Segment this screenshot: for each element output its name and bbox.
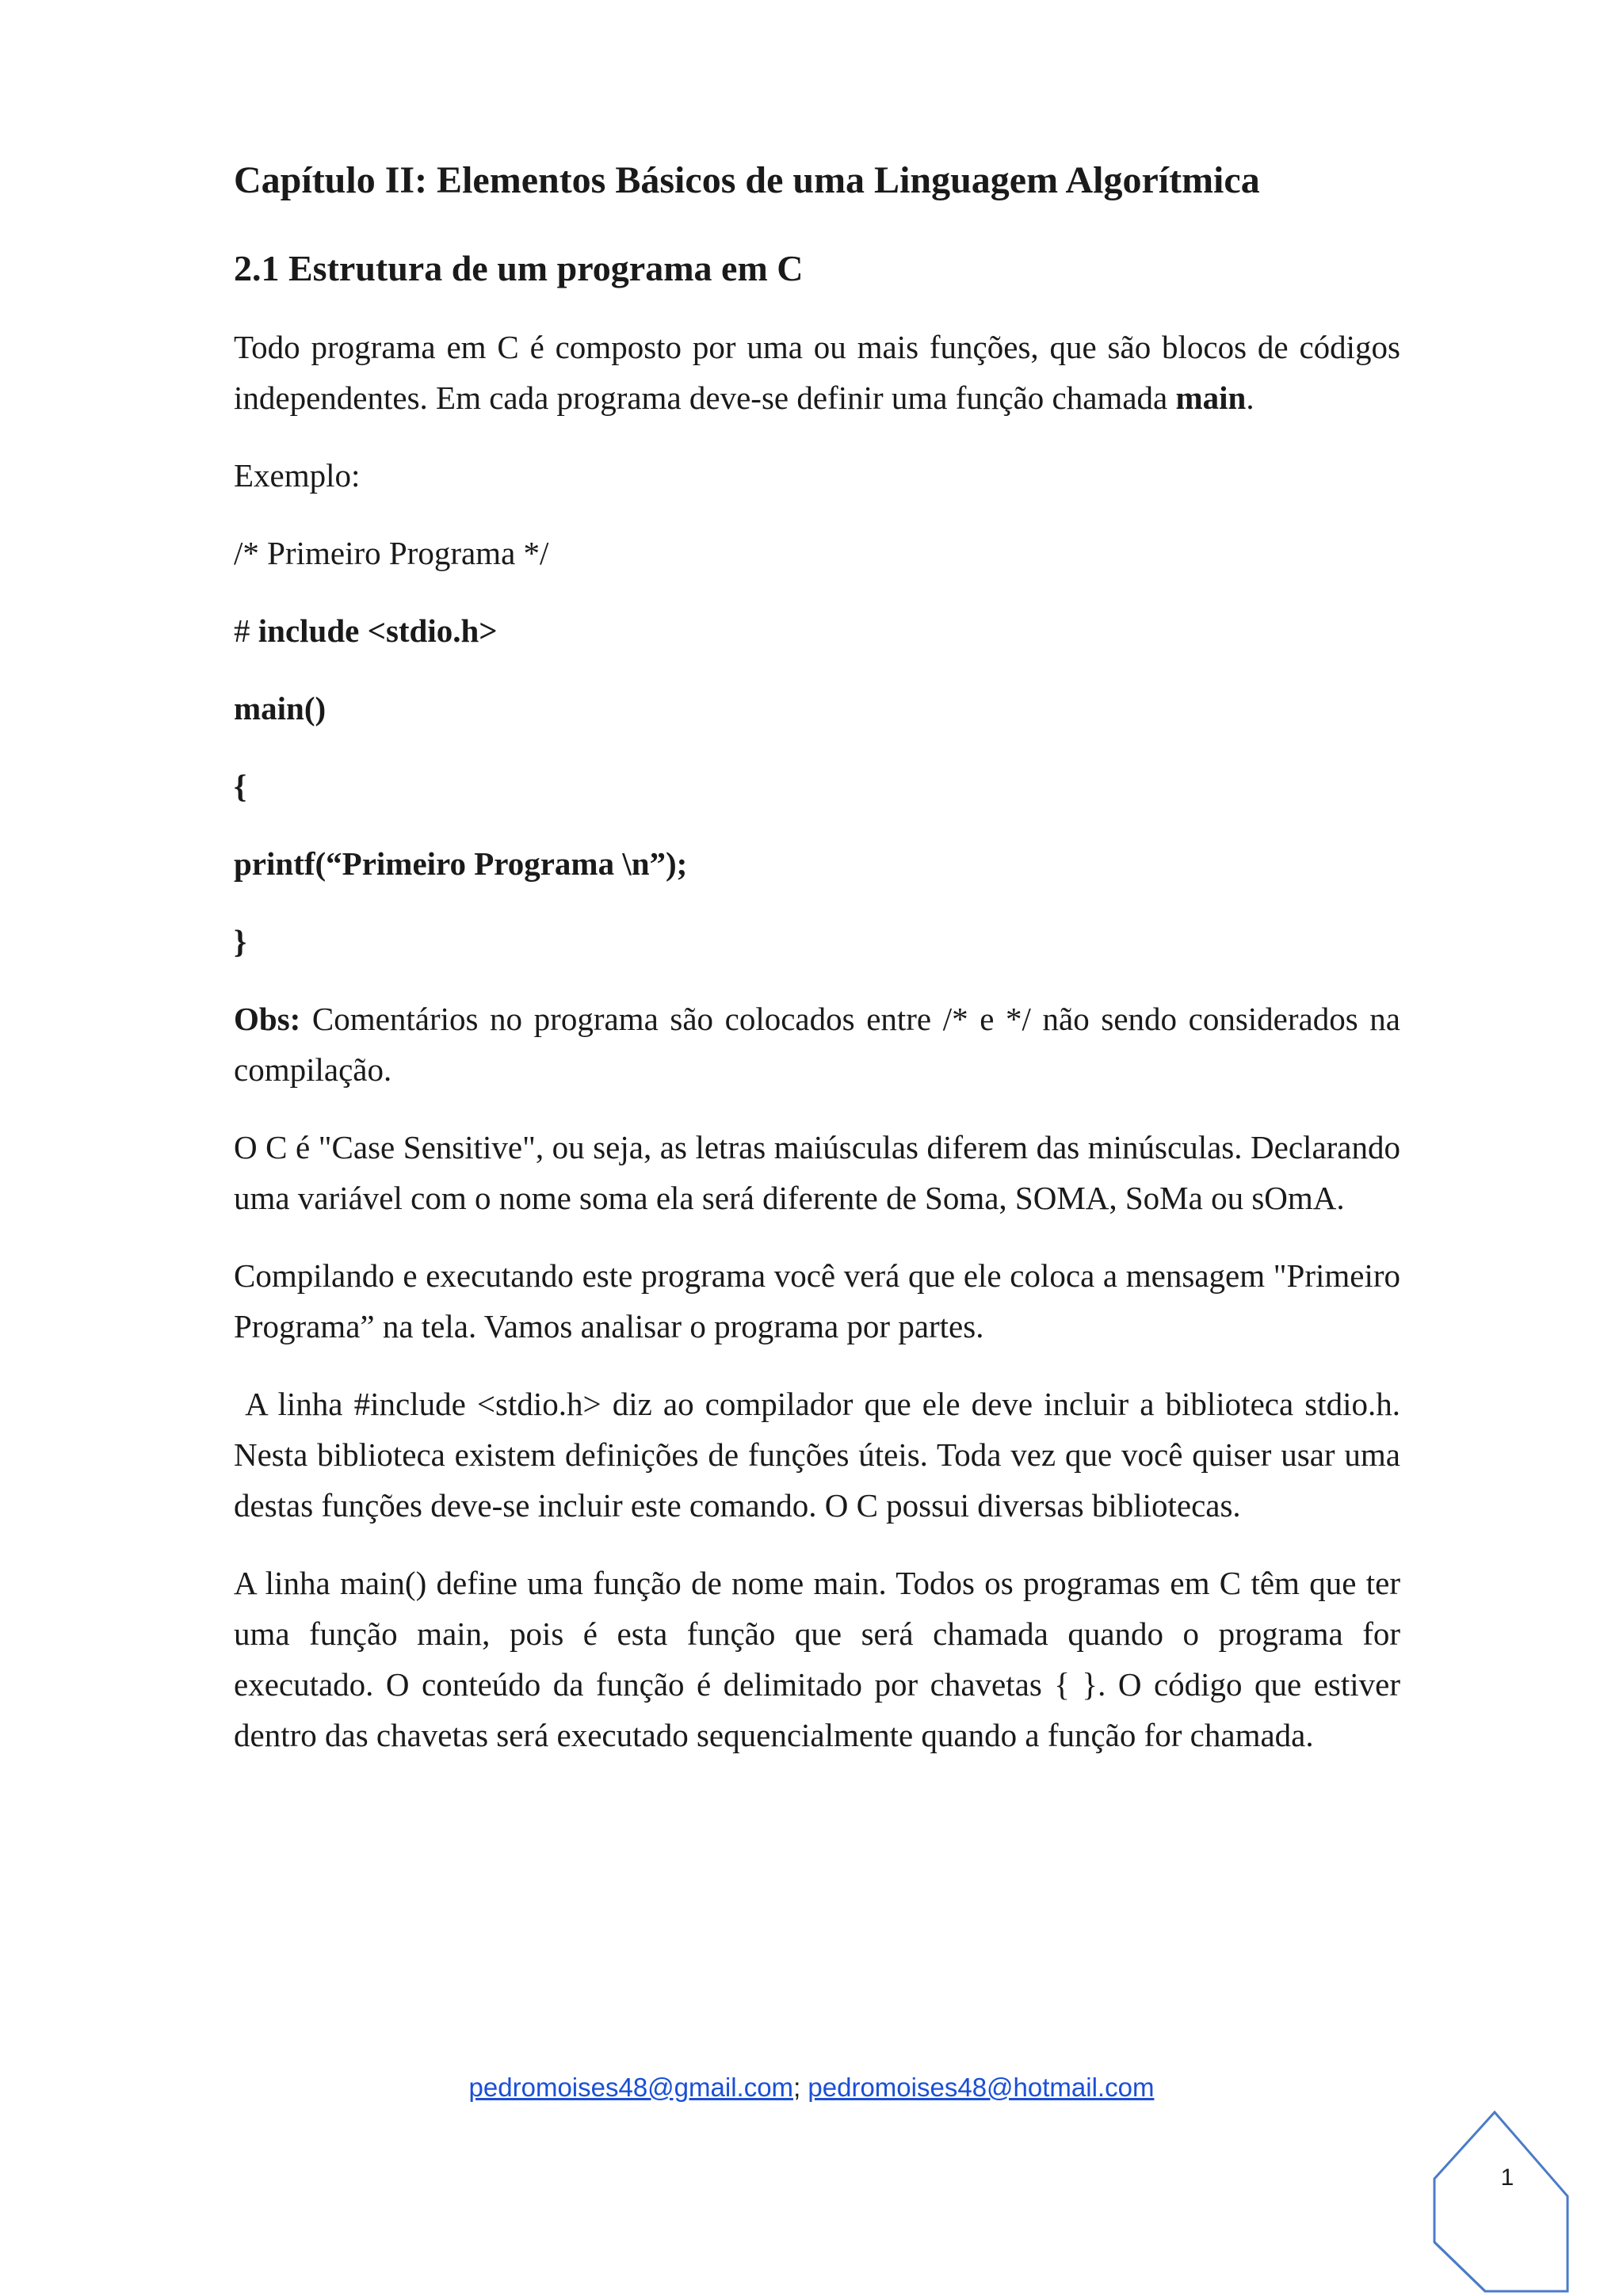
code-close-brace: } — [234, 922, 247, 959]
compile-paragraph: Compilando e executando este programa você verá que ele coloca a mensagem "Primeiro Programa” na tela. Vamos analisar o programa por partes. — [234, 1257, 1400, 1344]
page-number: 1 — [1500, 2164, 1514, 2191]
case-sensitive-paragraph: O C é "Case Sensitive", ou seja, as letras maiúsculas diferem das minúsculas. Declarando uma variável com o nome soma ela será diferente de Soma, SOMA, SoMa ou sOmA. — [234, 1128, 1400, 1216]
obs-paragraph — [234, 994, 1400, 1095]
intro-bold-main: main — [1175, 379, 1247, 416]
intro-end: . — [1246, 379, 1254, 416]
footer-emails — [0, 2073, 1623, 2103]
email-link-hotmail[interactable]: pedromoises48@hotmail.com — [808, 2073, 1155, 2102]
code-include-line — [234, 605, 1400, 656]
code-comment-line: /* Primeiro Programa */ — [234, 534, 549, 571]
email-separator: ; — [793, 2073, 808, 2102]
code-hash: # — [234, 612, 258, 649]
code-printf-line: printf(“Primeiro Programa \n”); — [234, 845, 688, 882]
email-link-gmail[interactable]: pedromoises48@gmail.com — [468, 2073, 794, 2102]
code-include: include <stdio.h> — [258, 612, 498, 649]
intro-paragraph — [234, 322, 1400, 423]
code-open-brace: { — [234, 767, 247, 804]
main-paragraph: A linha main() define uma função de nome main. Todos os programas em C têm que ter uma função main, pois é esta função que será chamada quando o programa for executado. O conteúdo da função é delimitado por chavetas { }. O código que estiver dentro das chavetas será executado sequencialmente quando a função for chamada. — [234, 1564, 1400, 1753]
obs-label: Obs: — [234, 1000, 301, 1037]
code-main-line: main() — [234, 689, 327, 727]
intro-text: Todo programa em C é composto por uma ou mais funções, que são blocos de códigos independentes. Em cada programa deve-se definir uma função chamada — [234, 328, 1400, 416]
obs-text: Comentários no programa são colocados entre /* e */ não sendo considerados na compilação. — [234, 1000, 1400, 1088]
chapter-title: Capítulo II: Elementos Básicos de uma Linguagem Algorítmica — [234, 159, 1260, 201]
section-title: 2.1 Estrutura de um programa em C — [234, 248, 804, 288]
page-number-badge-icon — [1433, 2107, 1575, 2294]
page-content — [234, 157, 1409, 1787]
include-paragraph: A linha #include <stdio.h> diz ao compilador que ele deve incluir a biblioteca stdio.h. Nesta biblioteca existem definições de funções úteis. Toda vez que você quiser usar uma destas funções deve-se incluir este comando. O C possui diversas bibliotecas. — [234, 1385, 1409, 1524]
example-label: Exemplo: — [234, 456, 361, 494]
